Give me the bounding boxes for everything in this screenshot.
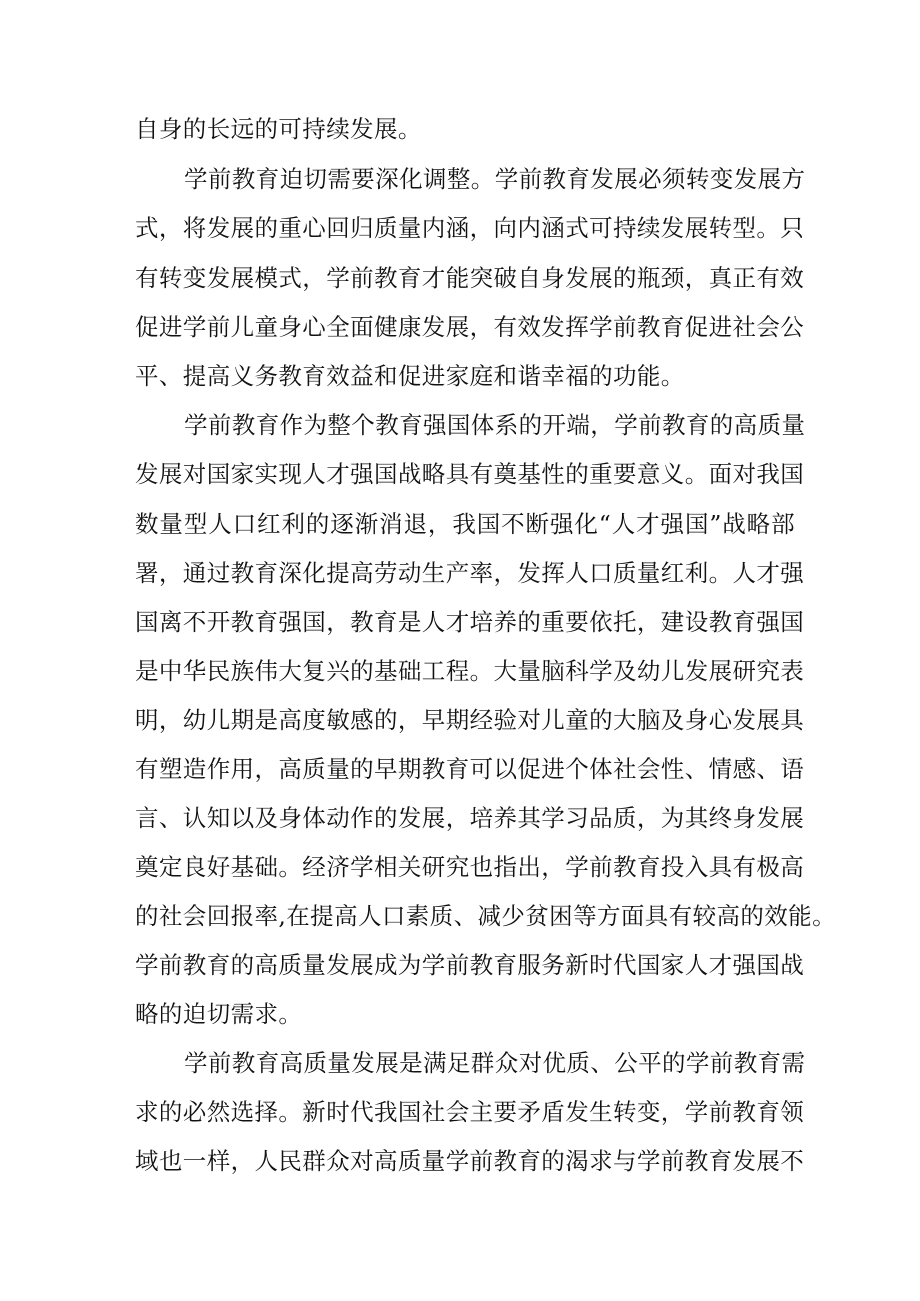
text-line: 平、提高义务教育效益和促进家庭和谐幸福的功能。 — [135, 362, 685, 390]
text-line: 学前教育迫切需要深化调整。学前教育发展必须转变发展方 — [184, 165, 806, 193]
text-line: 学前教育作为整个教育强国体系的开端，学前教育的高质量 — [184, 411, 806, 439]
text-line: 有塑造作用，高质量的早期教育可以促进个体社会性、情感、语 — [135, 755, 805, 783]
text-line: 求的必然选择。新时代我国社会主要矛盾发生转变，学前教育领 — [135, 1098, 805, 1126]
text-line: 的社会回报率,在提高人口素质、减少贫困等方面具有较高的效能。 — [135, 902, 836, 930]
text-line: 促进学前儿童身心全面健康发展，有效发挥学前教育促进社会公 — [135, 313, 805, 341]
text-line: 式，将发展的重心回归质量内涵，向内涵式可持续发展转型。只 — [135, 214, 805, 242]
text-line: 学前教育高质量发展是满足群众对优质、公平的学前教育需 — [184, 1049, 806, 1077]
text-line: 国离不开教育强国，教育是人才培养的重要依托，建设教育强国 — [135, 608, 805, 636]
text-line: 奠定良好基础。经济学相关研究也指出，学前教育投入具有极高 — [135, 853, 805, 881]
text-line: 有转变发展模式，学前教育才能突破自身发展的瓶颈，真正有效 — [135, 264, 805, 292]
text-line: 是中华民族伟大复兴的基础工程。大量脑科学及幼儿发展研究表 — [135, 657, 805, 685]
text-line: 署，通过教育深化提高劳动生产率，发挥人口质量红利。人才强 — [135, 559, 805, 587]
text-line: 自身的长远的可持续发展。 — [135, 115, 422, 143]
text-line: 学前教育的高质量发展成为学前教育服务新时代国家人才强国战 — [135, 951, 805, 979]
text-line: 数量型人口红利的逐渐消退，我国不断强化“人才强国”战略部 — [135, 510, 795, 538]
text-line: 发展对国家实现人才强国战略具有奠基性的重要意义。面对我国 — [135, 460, 805, 488]
text-line: 言、认知以及身体动作的发展，培养其学习品质，为其终身发展 — [135, 804, 805, 832]
text-line: 域也一样，人民群众对高质量学前教育的渴求与学前教育发展不 — [135, 1147, 805, 1175]
text-line: 略的迫切需求。 — [135, 1000, 303, 1028]
text-line: 明，幼儿期是高度敏感的，早期经验对儿童的大脑及身心发展具 — [135, 706, 805, 734]
